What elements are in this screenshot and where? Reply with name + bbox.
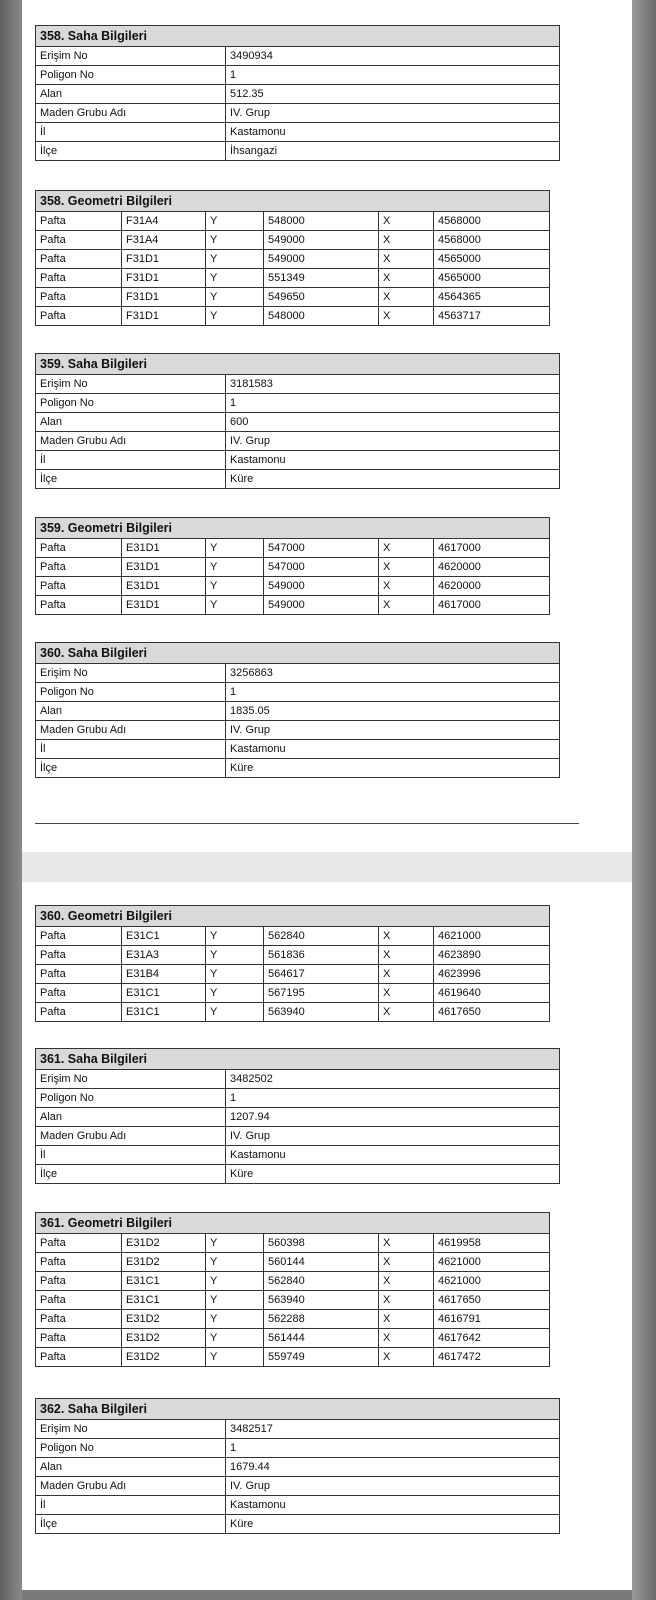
table-cell: E31A3: [122, 946, 206, 965]
table-cell: Y: [206, 288, 264, 307]
table-cell: 4621000: [434, 927, 550, 946]
table-row: [36, 142, 560, 161]
table-cell: E31D2: [122, 1329, 206, 1348]
table-cell: Y: [206, 539, 264, 558]
table-row: [36, 288, 550, 307]
background-left: [0, 0, 22, 1600]
table-cell: Poligon No: [36, 1439, 226, 1458]
table-cell: Erişim No: [36, 1420, 226, 1439]
table-cell: Pafta: [36, 558, 122, 577]
table-row: [36, 984, 550, 1003]
table-cell: Maden Grubu Adı: [36, 1127, 226, 1146]
table-cell: Y: [206, 577, 264, 596]
table-cell: E31D1: [122, 539, 206, 558]
table-cell: Pafta: [36, 1310, 122, 1329]
table-cell: 551349: [264, 269, 379, 288]
geometri-table: [35, 517, 550, 615]
table-cell: 549000: [264, 250, 379, 269]
table-cell: F31D1: [122, 250, 206, 269]
table-row: [36, 683, 560, 702]
table-cell: Maden Grubu Adı: [36, 432, 226, 451]
table-cell: Y: [206, 1291, 264, 1310]
section-title: 359. Saha Bilgileri: [36, 354, 560, 375]
table-cell: IV. Grup: [226, 721, 560, 740]
geometri-table: [35, 1212, 550, 1367]
table-cell: 4565000: [434, 250, 550, 269]
table-cell: 4565000: [434, 269, 550, 288]
table-cell: Y: [206, 231, 264, 250]
table-cell: 562840: [264, 1272, 379, 1291]
table-cell: X: [379, 288, 434, 307]
table-cell: 1: [226, 1439, 560, 1458]
table-cell: 4620000: [434, 558, 550, 577]
table-row: [36, 577, 550, 596]
table-cell: 3181583: [226, 375, 560, 394]
table-cell: 549000: [264, 231, 379, 250]
table-cell: 549000: [264, 577, 379, 596]
table-cell: 3482517: [226, 1420, 560, 1439]
table-cell: Y: [206, 250, 264, 269]
table-cell: 563940: [264, 1291, 379, 1310]
table-cell: X: [379, 539, 434, 558]
table-row: [36, 1165, 560, 1184]
table-row: [36, 965, 550, 984]
table-cell: X: [379, 1003, 434, 1022]
table-row: [36, 104, 560, 123]
table-cell: E31D1: [122, 596, 206, 615]
table-cell: 4619958: [434, 1234, 550, 1253]
table-row: [36, 946, 550, 965]
table-cell: IV. Grup: [226, 1127, 560, 1146]
table-row: [36, 394, 560, 413]
table-row: [36, 1108, 560, 1127]
table-cell: 562288: [264, 1310, 379, 1329]
background-right: [632, 0, 656, 1600]
table-cell: Pafta: [36, 1253, 122, 1272]
table-cell: 547000: [264, 539, 379, 558]
table-row: [36, 85, 560, 104]
table-cell: X: [379, 250, 434, 269]
table-row: [36, 231, 550, 250]
table-cell: Y: [206, 1272, 264, 1291]
table-cell: Y: [206, 1348, 264, 1367]
table-cell: Pafta: [36, 212, 122, 231]
table-cell: İl: [36, 123, 226, 142]
table-cell: X: [379, 927, 434, 946]
table-cell: E31D2: [122, 1234, 206, 1253]
table-cell: X: [379, 1310, 434, 1329]
table-row: [36, 539, 550, 558]
table-cell: E31D1: [122, 577, 206, 596]
table-cell: 4620000: [434, 577, 550, 596]
table-cell: 4563717: [434, 307, 550, 326]
table-cell: 1: [226, 683, 560, 702]
table-cell: İl: [36, 1146, 226, 1165]
table-row: [36, 1515, 560, 1534]
table-cell: 3482502: [226, 1070, 560, 1089]
table-row: [36, 47, 560, 66]
table-cell: Pafta: [36, 927, 122, 946]
table-cell: Maden Grubu Adı: [36, 104, 226, 123]
table-cell: 4564365: [434, 288, 550, 307]
saha-table: [35, 353, 560, 489]
table-cell: X: [379, 231, 434, 250]
table-row: [36, 413, 560, 432]
table-cell: Pafta: [36, 1234, 122, 1253]
table-cell: 4617472: [434, 1348, 550, 1367]
table-cell: Kastamonu: [226, 451, 560, 470]
table-cell: 4623996: [434, 965, 550, 984]
table-cell: 4621000: [434, 1272, 550, 1291]
table-cell: 560144: [264, 1253, 379, 1272]
table-cell: İlçe: [36, 1165, 226, 1184]
table-cell: 549650: [264, 288, 379, 307]
table-cell: Y: [206, 1310, 264, 1329]
table-row: [36, 250, 550, 269]
table-cell: Küre: [226, 1165, 560, 1184]
section-title: 362. Saha Bilgileri: [36, 1399, 560, 1420]
table-cell: Alan: [36, 85, 226, 104]
table-cell: 563940: [264, 1003, 379, 1022]
table-row: [36, 927, 550, 946]
table-cell: Poligon No: [36, 66, 226, 85]
table-cell: 4616791: [434, 1310, 550, 1329]
table-cell: Y: [206, 1253, 264, 1272]
table-cell: Küre: [226, 470, 560, 489]
table-cell: Kastamonu: [226, 1496, 560, 1515]
table-cell: İl: [36, 1496, 226, 1515]
table-cell: Alan: [36, 1108, 226, 1127]
table-cell: Y: [206, 946, 264, 965]
table-cell: IV. Grup: [226, 432, 560, 451]
table-cell: E31C1: [122, 1272, 206, 1291]
table-row: [36, 269, 550, 288]
table-cell: Erişim No: [36, 47, 226, 66]
table-row: [36, 1458, 560, 1477]
table-cell: 1: [226, 394, 560, 413]
table-cell: X: [379, 1272, 434, 1291]
table-cell: F31D1: [122, 269, 206, 288]
table-row: [36, 1234, 550, 1253]
table-cell: Y: [206, 1003, 264, 1022]
table-cell: 567195: [264, 984, 379, 1003]
table-cell: X: [379, 1348, 434, 1367]
table-cell: Küre: [226, 759, 560, 778]
table-row: [36, 451, 560, 470]
table-row: [36, 1253, 550, 1272]
table-row: [36, 212, 550, 231]
table-cell: 4568000: [434, 231, 550, 250]
saha-table: [35, 1398, 560, 1534]
table-cell: Alan: [36, 1458, 226, 1477]
table-cell: Pafta: [36, 1272, 122, 1291]
table-cell: 1207.94: [226, 1108, 560, 1127]
table-row: [36, 664, 560, 683]
table-row: [36, 721, 560, 740]
table-cell: 4621000: [434, 1253, 550, 1272]
table-row: [36, 1272, 550, 1291]
table-cell: Y: [206, 1329, 264, 1348]
table-cell: Alan: [36, 702, 226, 721]
table-cell: Y: [206, 984, 264, 1003]
table-cell: Pafta: [36, 1003, 122, 1022]
table-cell: X: [379, 577, 434, 596]
section-title: 360. Saha Bilgileri: [36, 643, 560, 664]
table-cell: Y: [206, 307, 264, 326]
table-cell: 3256863: [226, 664, 560, 683]
page-gap: [22, 852, 632, 882]
section-title: 359. Geometri Bilgileri: [36, 518, 550, 539]
table-cell: 561836: [264, 946, 379, 965]
table-cell: Kastamonu: [226, 740, 560, 759]
table-row: [36, 375, 560, 394]
table-cell: IV. Grup: [226, 1477, 560, 1496]
table-row: [36, 1291, 550, 1310]
table-cell: E31C1: [122, 1003, 206, 1022]
table-cell: Kastamonu: [226, 1146, 560, 1165]
table-cell: F31D1: [122, 288, 206, 307]
table-cell: 548000: [264, 212, 379, 231]
table-row: [36, 123, 560, 142]
table-cell: X: [379, 596, 434, 615]
table-cell: X: [379, 212, 434, 231]
table-cell: F31A4: [122, 231, 206, 250]
table-cell: X: [379, 946, 434, 965]
section-title: 358. Saha Bilgileri: [36, 26, 560, 47]
table-cell: X: [379, 984, 434, 1003]
table-cell: Poligon No: [36, 683, 226, 702]
table-cell: Pafta: [36, 1329, 122, 1348]
section-title: 360. Geometri Bilgileri: [36, 906, 550, 927]
table-row: [36, 759, 560, 778]
table-cell: Erişim No: [36, 375, 226, 394]
table-cell: X: [379, 1291, 434, 1310]
table-cell: Pafta: [36, 1348, 122, 1367]
table-cell: Alan: [36, 413, 226, 432]
table-cell: Maden Grubu Adı: [36, 1477, 226, 1496]
table-row: [36, 432, 560, 451]
table-cell: Pafta: [36, 307, 122, 326]
table-cell: F31D1: [122, 307, 206, 326]
saha-table: [35, 642, 560, 778]
table-cell: E31D2: [122, 1310, 206, 1329]
table-cell: Poligon No: [36, 394, 226, 413]
table-cell: E31C1: [122, 927, 206, 946]
table-cell: 564617: [264, 965, 379, 984]
table-cell: Pafta: [36, 596, 122, 615]
table-cell: İlçe: [36, 1515, 226, 1534]
section-title: 358. Geometri Bilgileri: [36, 191, 550, 212]
table-cell: 561444: [264, 1329, 379, 1348]
table-cell: E31D2: [122, 1348, 206, 1367]
table-cell: 1835.05: [226, 702, 560, 721]
table-cell: 4617650: [434, 1003, 550, 1022]
geometri-table: [35, 190, 550, 326]
table-cell: X: [379, 558, 434, 577]
table-cell: 559749: [264, 1348, 379, 1367]
table-cell: E31B4: [122, 965, 206, 984]
table-row: [36, 470, 560, 489]
table-row: [36, 1127, 560, 1146]
table-row: [36, 1089, 560, 1108]
table-cell: 549000: [264, 596, 379, 615]
table-cell: E31C1: [122, 1291, 206, 1310]
table-row: [36, 1439, 560, 1458]
table-row: [36, 1146, 560, 1165]
table-cell: Pafta: [36, 288, 122, 307]
table-cell: Poligon No: [36, 1089, 226, 1108]
table-cell: X: [379, 1234, 434, 1253]
geometri-table: [35, 905, 550, 1022]
table-cell: Pafta: [36, 1291, 122, 1310]
table-row: [36, 1420, 560, 1439]
table-cell: X: [379, 269, 434, 288]
table-cell: Küre: [226, 1515, 560, 1534]
table-cell: Maden Grubu Adı: [36, 721, 226, 740]
section-title: 361. Geometri Bilgileri: [36, 1213, 550, 1234]
table-row: [36, 1329, 550, 1348]
table-row: [36, 1477, 560, 1496]
table-cell: 547000: [264, 558, 379, 577]
table-row: [36, 1348, 550, 1367]
table-row: [36, 596, 550, 615]
table-cell: IV. Grup: [226, 104, 560, 123]
table-cell: İlçe: [36, 142, 226, 161]
table-cell: İl: [36, 740, 226, 759]
table-row: [36, 1070, 560, 1089]
table-cell: 1: [226, 66, 560, 85]
table-cell: 512.35: [226, 85, 560, 104]
table-cell: İlçe: [36, 759, 226, 778]
table-cell: E31D2: [122, 1253, 206, 1272]
table-cell: Y: [206, 596, 264, 615]
table-cell: E31D1: [122, 558, 206, 577]
table-cell: E31C1: [122, 984, 206, 1003]
table-cell: Pafta: [36, 231, 122, 250]
table-cell: 560398: [264, 1234, 379, 1253]
page-rule: [35, 823, 579, 824]
table-cell: 600: [226, 413, 560, 432]
table-cell: 4568000: [434, 212, 550, 231]
table-row: [36, 740, 560, 759]
table-cell: Pafta: [36, 984, 122, 1003]
table-row: [36, 1310, 550, 1329]
table-cell: Pafta: [36, 577, 122, 596]
table-cell: Y: [206, 927, 264, 946]
table-cell: 3490934: [226, 47, 560, 66]
table-cell: İlçe: [36, 470, 226, 489]
table-cell: Y: [206, 1234, 264, 1253]
section-title: 361. Saha Bilgileri: [36, 1049, 560, 1070]
table-cell: X: [379, 307, 434, 326]
table-row: [36, 1496, 560, 1515]
table-cell: Erişim No: [36, 664, 226, 683]
table-cell: Y: [206, 965, 264, 984]
table-row: [36, 558, 550, 577]
table-cell: 1679.44: [226, 1458, 560, 1477]
table-cell: 548000: [264, 307, 379, 326]
table-cell: 4617642: [434, 1329, 550, 1348]
table-cell: 4617000: [434, 539, 550, 558]
table-cell: X: [379, 1253, 434, 1272]
table-cell: X: [379, 1329, 434, 1348]
table-cell: 4617000: [434, 596, 550, 615]
table-cell: Erişim No: [36, 1070, 226, 1089]
table-cell: İl: [36, 451, 226, 470]
table-row: [36, 66, 560, 85]
table-cell: Pafta: [36, 965, 122, 984]
table-cell: 1: [226, 1089, 560, 1108]
table-cell: Kastamonu: [226, 123, 560, 142]
saha-table: [35, 25, 560, 161]
saha-table: [35, 1048, 560, 1184]
table-cell: X: [379, 965, 434, 984]
table-row: [36, 307, 550, 326]
table-cell: Pafta: [36, 946, 122, 965]
table-cell: Y: [206, 558, 264, 577]
table-row: [36, 1003, 550, 1022]
table-cell: Pafta: [36, 250, 122, 269]
table-cell: Y: [206, 269, 264, 288]
table-cell: 4617650: [434, 1291, 550, 1310]
table-cell: Pafta: [36, 539, 122, 558]
table-cell: 4619640: [434, 984, 550, 1003]
table-cell: Pafta: [36, 269, 122, 288]
table-cell: F31A4: [122, 212, 206, 231]
table-row: [36, 702, 560, 721]
table-cell: Y: [206, 212, 264, 231]
table-cell: İhsangazi: [226, 142, 560, 161]
table-cell: 4623890: [434, 946, 550, 965]
table-cell: 562840: [264, 927, 379, 946]
